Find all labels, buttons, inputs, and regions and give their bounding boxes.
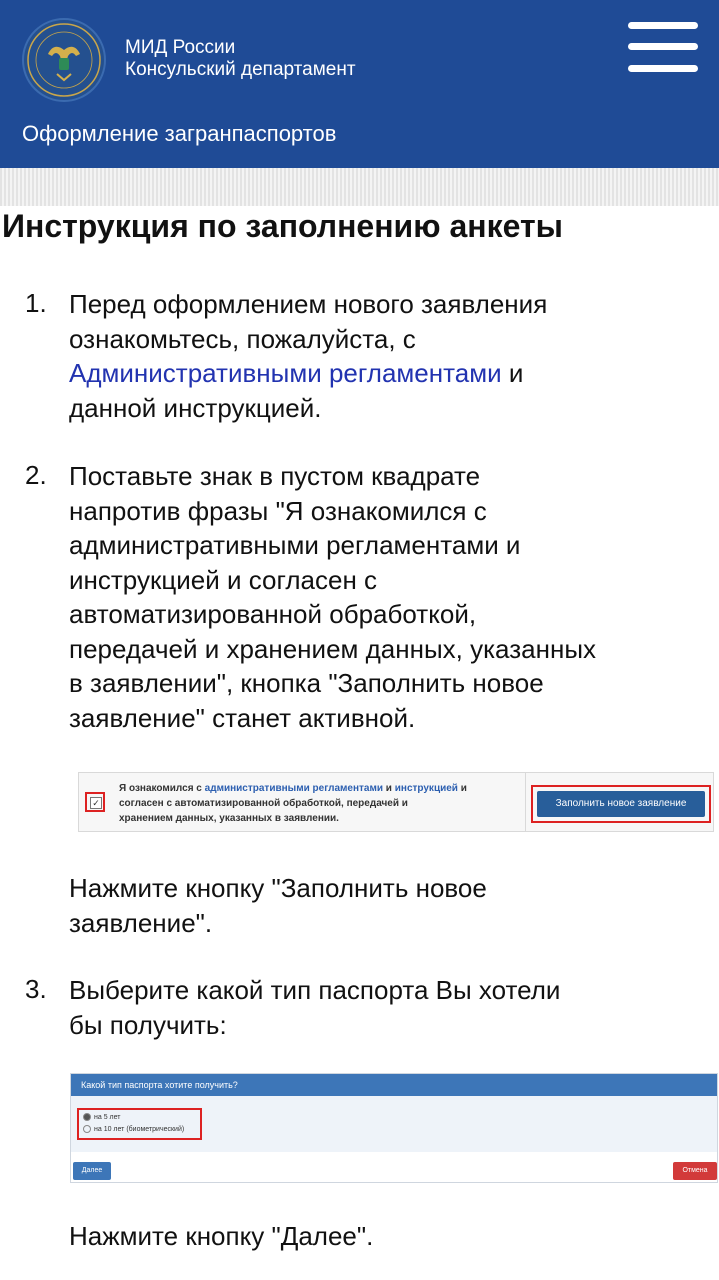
step-2-line: административными регламентами и xyxy=(69,530,521,560)
step-1-line: ознакомьтесь, пожалуйста, с xyxy=(69,323,416,354)
step-1-line: Перед оформлением нового заявления xyxy=(69,289,548,319)
button-highlight xyxy=(531,785,711,823)
consent-checkbox: ✓ xyxy=(90,797,102,809)
step-3-line: Выберите какой тип паспорта Вы хотели xyxy=(69,975,561,1005)
next-button: Далее xyxy=(73,1162,111,1180)
consent-line-2: согласен с автоматизированной обработкой, передачей и xyxy=(119,798,408,809)
consent-link-regulations: административными регламентами xyxy=(204,783,384,794)
step-3-note: Нажмите кнопку "Далее". xyxy=(69,1221,374,1251)
hamburger-menu-icon[interactable] xyxy=(628,22,698,72)
step-3-line: бы получить: xyxy=(69,1009,227,1040)
step-2-line: инструкцией и согласен с xyxy=(69,564,378,595)
divider xyxy=(525,773,526,831)
consent-text xyxy=(119,781,519,826)
section-subtitle[interactable]: Оформление загранпаспортов xyxy=(22,121,337,146)
step-1-number: 1. xyxy=(25,288,47,318)
step-3-number: 3. xyxy=(25,974,47,1004)
step-2-text xyxy=(69,459,596,735)
step-1-line: данной инструкцией. xyxy=(69,392,322,423)
decorative-stripe xyxy=(0,168,719,206)
menu-bar-3 xyxy=(628,65,698,72)
step-1-text xyxy=(69,287,547,425)
radio-selected-icon xyxy=(83,1113,91,1121)
org-line1: МИД России xyxy=(125,37,236,58)
passport-type-question: Какой тип паспорта хотите получить? xyxy=(71,1074,717,1096)
step-2-line: Поставьте знак в пустом квадрате xyxy=(69,461,481,491)
consent-text-c: и xyxy=(457,783,467,794)
organization-name[interactable] xyxy=(125,37,356,81)
step-2-number: 2. xyxy=(25,460,47,490)
org-line2: Консульский департамент xyxy=(125,59,356,80)
consent-text-a: Я ознакомился с xyxy=(119,783,205,794)
options-highlight xyxy=(77,1108,202,1140)
step-2-line: передачей и хранением данных, указанных xyxy=(69,633,597,664)
passport-type-example-image xyxy=(70,1073,718,1183)
consent-text-b: и xyxy=(383,783,395,794)
consent-line-1 xyxy=(119,781,519,796)
menu-bar-1 xyxy=(628,22,698,29)
consent-link-instruction: инструкцией xyxy=(394,783,458,794)
option-5-years xyxy=(83,1113,121,1121)
radio-empty-icon xyxy=(83,1125,91,1133)
step-1-line xyxy=(69,356,547,391)
passport-type-options xyxy=(71,1096,717,1152)
menu-bar-2 xyxy=(628,43,698,50)
consent-example-image xyxy=(78,772,714,832)
step-2-note xyxy=(69,871,487,940)
option-5-years-label: на 5 лет xyxy=(94,1113,121,1121)
option-10-years-label: на 10 лет (биометрический) xyxy=(94,1125,185,1133)
step-3-text xyxy=(69,973,560,1042)
russian-emblem-icon[interactable] xyxy=(22,18,106,102)
checkbox-highlight xyxy=(85,792,105,812)
emblem-graphic xyxy=(24,20,104,100)
option-10-years xyxy=(83,1125,184,1133)
step-1-after-link: и xyxy=(501,358,524,388)
consent-line-3: хранением данных, указанных в заявлении. xyxy=(119,813,339,824)
page-title: Инструкция по заполнению анкеты xyxy=(2,208,563,244)
site-header xyxy=(0,0,719,168)
step-2-line: заявление" станет активной. xyxy=(69,702,416,733)
step-2-line: автоматизированной обработкой, xyxy=(69,599,477,629)
step-2-note-line: заявление". xyxy=(69,907,213,938)
step-2-note-line: Нажмите кнопку "Заполнить новое xyxy=(69,873,487,903)
fill-new-application-button: Заполнить новое заявление xyxy=(537,791,705,817)
step-2-line: в заявлении", кнопка "Заполнить новое xyxy=(69,668,544,698)
cancel-button: Отмена xyxy=(673,1162,717,1180)
regulations-link[interactable]: Административными регламентами xyxy=(69,358,502,388)
step-2-line: напротив фразы "Я ознакомился с xyxy=(69,495,487,526)
